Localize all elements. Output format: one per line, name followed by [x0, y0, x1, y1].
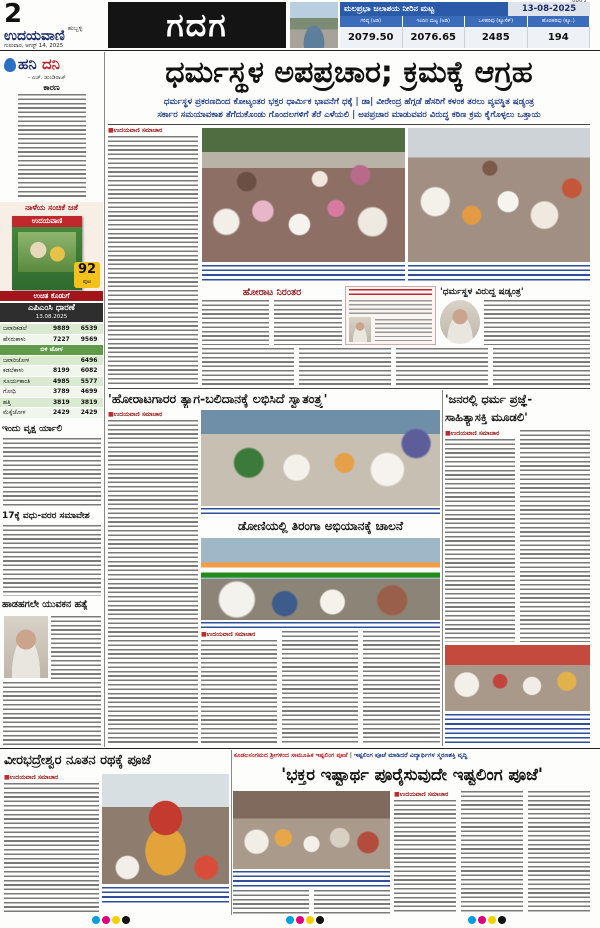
page-count-unit: ಪುಟ: [82, 279, 92, 285]
apmc-row: [0, 356, 103, 367]
crop-price-min: 9569: [80, 335, 98, 343]
photo-caption: [102, 887, 229, 905]
lead-body-text: [396, 348, 488, 386]
photo-caption: [445, 714, 590, 745]
bottom-section-rule: [0, 748, 600, 749]
brief-headline: ಹಾಡಹಗಲೇ ಯುವಕನ ಹತ್ಯೆ: [2, 599, 88, 610]
registration-mark: [498, 916, 506, 924]
crop-price-max: 4985: [52, 377, 70, 385]
lead-body-text: [202, 348, 294, 386]
lead-subheadline: ಸರ್ಕಾರ ಸಮಯಾವಕಾಶ ತೆಗೆದುಕೊಂಡು ಗೊಂದಲಗಳಿಗೆ ತೆರೆ ಎಳೆಯಲಿ | ಅಪಪ್ರಚಾರ ಮಾಡುವವರ ವಿರುದ್ಧ ಕಠಿಣ ಕ್ರಮ ಕೈಗೊಳ್ಳಲು ಒತ್ತಾಯ: [157, 110, 541, 120]
crop-price-min: 6082: [80, 367, 98, 374]
victim-photo: [4, 616, 48, 678]
apmc-row: [0, 398, 103, 409]
column-logo: [18, 55, 60, 73]
column-divider: [442, 390, 443, 746]
crop-price-min: 5577: [80, 377, 98, 385]
story-body-text: [528, 791, 590, 914]
crop-group: ಬಿಳಿ ಜೋಳ: [40, 346, 63, 353]
masthead: [4, 25, 104, 44]
linga-pooja-photo: [233, 791, 390, 869]
sidebar-divider: [104, 52, 105, 747]
apmc-date: 13.08.2025: [35, 314, 68, 320]
box-headline: ಹೋರಾಟ ನಿರಂತರ: [242, 287, 302, 298]
crop-price-max: 3819: [52, 398, 70, 406]
column-title-part2: ದನಿ: [41, 55, 61, 73]
section-title-band: [108, 2, 286, 48]
lead-body-text: [299, 348, 391, 386]
crop-price-max: 9889: [52, 325, 70, 332]
story-headline: ಡೋಣಿಯಲ್ಲಿ ತಿರಂಗಾ ಅಭಿಯಾನಕ್ಕೆ ಚಾಲನೆ: [237, 519, 404, 533]
brief-headline: 17ಕ್ಕೆ ವಧು-ವರರ ಸಮಾವೇಶ: [2, 511, 90, 521]
protest-photo: [202, 128, 405, 262]
apmc-row: [0, 377, 103, 388]
apmc-row: [0, 324, 103, 335]
dam-label: ಇಂದಿನ ಮಟ್ಟ (ಅಡಿ): [403, 16, 466, 27]
dam-values-row: [340, 27, 590, 48]
story-headline: 'ಭಕ್ತರ ಇಷ್ಟಾರ್ಥ ಪೂರೈಸುವುದೇ ಇಷ್ಟಲಿಂಗ ಪೂಜೆ': [281, 765, 543, 784]
lead-body-text: [493, 348, 590, 386]
lead-rule: [108, 124, 590, 125]
story-body-text: [108, 420, 198, 745]
story-body-text: [445, 439, 515, 642]
photo-caption: [233, 871, 390, 887]
story-strap: ಕೂಡಲಸಂಗಮದ ಶ್ರೀಗಳಿಂದ ಸಾಮೂಹಿಕ ಇಷ್ಟಲಿಂಗ ಪೂಜೆ | ಇಷ್ಟಲಿಂಗ ಪೂಜೆ ಮಾಡಿದರೆ ವಿದ್ಯಾರ್ಥಿಗಳ ಸ್ಮರಣಶಕ್ತಿ ವೃದ್ಧಿ: [234, 752, 468, 759]
magazine-cover-image: [18, 232, 76, 272]
photo-caption: [201, 622, 440, 628]
crop-price-min: 2429: [80, 409, 98, 416]
protest-photo: [408, 128, 590, 262]
poem-text: [18, 94, 86, 198]
section-title: ಗದಗ: [166, 5, 228, 44]
apmc-title: ಎಪಿಎಂಸಿ ಧಾರಣೆ: [28, 303, 75, 313]
story-body-text: [4, 783, 99, 913]
crop-price-min: 6496: [80, 356, 98, 364]
dam-photo: [290, 2, 338, 48]
masthead-title: ಉದಯವಾಣಿ: [4, 28, 65, 44]
box-body-text: [202, 300, 269, 345]
dam-label: ಒಳಹರಿವು (ಕ್ಯೂಸೆಕ್): [465, 16, 528, 27]
photo-caption: [408, 265, 590, 283]
registration-mark: [296, 916, 304, 924]
byline: ■ ಉದಯವಾಣಿ ಸಮಾಚಾರ: [201, 631, 277, 639]
box-body-text: [274, 300, 342, 345]
registration-mark: [122, 916, 130, 924]
story-headline: ಸಾಹಿತ್ಯಾಸಕ್ತಿ ಮೂಡಲಿ': [445, 410, 528, 424]
lead-subheadline: ಧರ್ಮಸ್ಥಳ ಪ್ರಕರಣದಿಂದ ಕೋಟ್ಯಂತರ ಭಕ್ತರ ಧಾರ್ಮಿಕ ಭಾವನೆಗೆ ಧಕ್ಕೆ | ಡಾ| ವೀರೇಂದ್ರ ಹೆಗ್ಗಡೆ ಹೆಸರಿಗೆ ಕಳಂಕ ತರಲು ವ್ಯವಸ್ಥಿತ ಷಡ್ಯಂತ್ರ: [163, 97, 535, 107]
registration-mark: [92, 916, 100, 924]
dam-value: 2079.50: [340, 27, 403, 48]
crop-name: ಮೆಕ್ಕೆಜೋಳ: [3, 409, 26, 416]
crop-price-min: 4699: [80, 388, 98, 395]
byline: ■ ಉದಯವಾಣಿ ಸಮಾಚಾರ: [4, 774, 99, 782]
column-author: - ಎಚ್. ಡುಂಡಿರಾಜ್: [28, 75, 66, 81]
brief-headline: ಇಂದು ವೃಕ್ಷ ರ್ಯಾಲಿ: [2, 424, 63, 434]
registration-mark: [306, 916, 314, 924]
page-count-badge: [74, 262, 100, 288]
side-box-text: [375, 319, 432, 341]
crop-price-min: 6539: [80, 325, 98, 332]
page-count: 92: [77, 262, 97, 277]
crop-name: ಸೂರ್ಯಕಾಂತಿ: [3, 377, 31, 385]
story-body-text: [394, 800, 456, 914]
strap-part1: ಕೂಡಲಸಂಗಮದ ಶ್ರೀಗಳಿಂದ ಸಾಮೂಹಿಕ ಇಷ್ಟಲಿಂಗ ಪೂಜೆ: [234, 752, 348, 759]
column-divider: [231, 750, 232, 915]
apmc-group-row: [0, 345, 103, 356]
tiranga-rally-photo: [201, 538, 440, 620]
quote-body-text: [484, 300, 590, 345]
registration-mark: [316, 916, 324, 924]
dam-labels-row: [340, 16, 590, 27]
crop-name: ಹೆಸರುಕಾಳು: [3, 335, 26, 343]
lead-body-text: [108, 136, 198, 386]
apmc-header: [0, 303, 103, 322]
quote-headline: 'ಧರ್ಮಸ್ಥಳ ವಿರುದ್ಧ ಷಡ್ಯಂತ್ರ': [440, 287, 524, 297]
free-gift-strip: ಉಚಿತ ಕೊಡುಗೆ: [0, 291, 103, 301]
registration-mark: [488, 916, 496, 924]
publication-date: ಗುರುವಾರ, ಆಗಸ್ಟ್ 14, 2025: [4, 43, 64, 49]
crop-price-max: 7227: [52, 335, 70, 343]
column-title-part1: ಹನಿ: [18, 55, 37, 73]
dam-widget-date: 13-08-2025: [508, 2, 590, 16]
registration-mark: [468, 916, 476, 924]
dam-value: 194: [528, 27, 591, 48]
crop-price-min: 3819: [80, 398, 98, 406]
magazine-masthead: ಉದಯವಾಣಿ: [12, 216, 82, 227]
crop-price-max: 8199: [52, 367, 70, 374]
water-drop-icon: [4, 58, 16, 72]
dam-label: ಗರಿಷ್ಠ (ಅಡಿ): [340, 16, 403, 27]
crop-price-max: [47, 356, 75, 366]
registration-mark: [478, 916, 486, 924]
speaker-portrait: [440, 300, 480, 344]
apmc-row: [0, 366, 103, 377]
story-body-text: [363, 631, 440, 745]
photo-caption: [201, 508, 440, 514]
byline: ■ ಉದಯವಾಣಿ ಸಮಾಚಾರ: [108, 411, 198, 419]
dam-value: 2485: [465, 27, 528, 48]
registration-mark: [102, 916, 110, 924]
crop-name: ಜವಾರಿಕಡಲೆ: [3, 325, 27, 332]
section-rule: [108, 388, 590, 389]
dam-value: 2076.65: [403, 27, 466, 48]
promo-title: ನಾಳೆಯ ಸಂಚಿಕೆ ಜತೆ: [25, 203, 78, 212]
story-headline: ವೀರಭದ್ರೇಶ್ವರ ನೂತನ ರಥಕ್ಕೆ ಪೂಜೆ: [4, 753, 151, 768]
brief-body-text: [51, 616, 101, 680]
byline: ■ ಉದಯವಾಣಿ ಸಮಾಚಾರ: [394, 791, 456, 799]
literary-event-photo: [445, 645, 590, 711]
crop-name: ಜವಾರಿಜೋಳ: [3, 356, 30, 364]
dam-level-widget: [290, 2, 590, 48]
apmc-row: [0, 408, 103, 419]
story-body-text: [314, 890, 390, 914]
story-headline: 'ಜನರಲ್ಲಿ ಧರ್ಮ ಪ್ರಜ್ಞೆ-: [445, 392, 533, 406]
brief-body-text: [3, 438, 101, 508]
freedom-event-photo: [201, 410, 440, 506]
byline: ■ ಉದಯವಾಣಿ ಸಮಾಚಾರ: [108, 127, 200, 135]
story-body-text: [461, 791, 523, 914]
story-body-text: [282, 631, 358, 745]
brief-body-text: [3, 525, 101, 596]
crop-name: ಗೋಧಿ: [3, 388, 16, 395]
poem-title: ಕಾರಣ: [43, 83, 60, 92]
dam-label: ಹೊರಹರಿವು (ಕ್ಯೂ.): [528, 16, 591, 27]
header-rule: [0, 50, 600, 51]
side-box-label: [349, 289, 432, 298]
dam-widget-title: ಮಲಪ್ರಭಾ ಜಲಾಶಯ ನೀರಿನ ಮಟ್ಟ: [340, 2, 508, 16]
crop-price-max: 3789: [52, 388, 70, 395]
byline: ■ ಉದಯವಾಣಿ ಸಮಾಚಾರ: [445, 430, 515, 438]
crop-name: ಕಡಲೆಕಾಳು: [3, 367, 24, 374]
story-body-text: [233, 890, 309, 914]
page-number: 2: [4, 0, 23, 29]
photo-caption: [202, 265, 405, 283]
speaker-photo: [349, 317, 371, 342]
lead-headline: ಧರ್ಮಸ್ಥಳ ಅಪಪ್ರಚಾರ; ಕ್ರಮಕ್ಕೆ ಆಗ್ರಹ: [165, 55, 533, 90]
strap-part2: ಇಷ್ಟಲಿಂಗ ಪೂಜೆ ಮಾಡಿದರೆ ವಿದ್ಯಾರ್ಥಿಗಳ ಸ್ಮರಣಶಕ್ತಿ ವೃದ್ಧಿ: [354, 752, 468, 759]
story-body-text: [201, 640, 277, 745]
brief-body-text: [3, 682, 101, 745]
chariot-photo: [102, 774, 229, 884]
apmc-row: [0, 387, 103, 398]
side-box-text: [349, 300, 432, 315]
edition-city: ಹುಬ್ಬಳ್ಳಿ: [67, 25, 83, 32]
registration-mark: [112, 916, 120, 924]
crop-price-max: 2429: [52, 409, 70, 416]
story-body-text: [520, 430, 590, 642]
story-headline: 'ಹೋರಾಟಗಾರರ ತ್ಯಾಗ-ಬಲಿದಾನಕ್ಕೆ ಲಭಿಸಿದೆ ಸ್ವಾತಂತ್ರ್ಯ': [108, 391, 328, 406]
registration-mark: [286, 916, 294, 924]
apmc-row: [0, 335, 103, 346]
page-code: GDG 2: [572, 0, 587, 4]
crop-name: ಹತ್ತಿ: [3, 398, 11, 406]
